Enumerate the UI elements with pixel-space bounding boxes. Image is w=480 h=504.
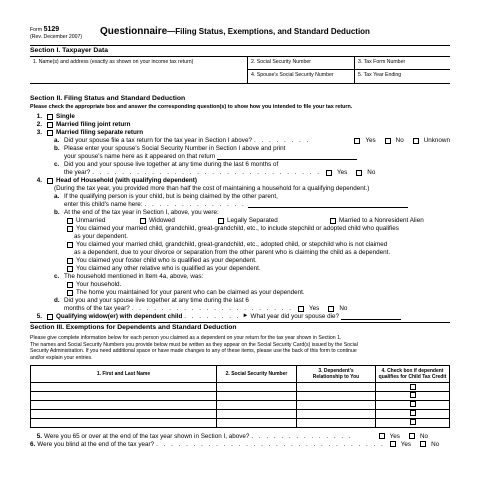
- s3q6-yes-checkbox[interactable]: [390, 441, 396, 447]
- claim-option-2: You claimed your married child, grandchild, great-grandchild, etc., adopted child, or stepchild who is not claimed: [30, 241, 450, 249]
- spouse-ssn-label: 4. Spouse's Social Security Number: [251, 72, 334, 79]
- form-label: Form: [30, 27, 43, 33]
- tax-form-number-field[interactable]: [354, 57, 450, 70]
- question-3c-line2: the year? . . . . . . . . . . . . . . . . . . . . . . . . . . . . . . . Yes No: [64, 168, 376, 176]
- spouse-name-input[interactable]: [217, 154, 357, 160]
- claim1-checkbox[interactable]: [67, 226, 73, 232]
- question-4c: c. The household mentioned in Item 4a, above, was:: [54, 272, 204, 280]
- form-title-main: Questionnaire: [100, 26, 168, 37]
- nonresident-alien-checkbox[interactable]: [330, 218, 336, 224]
- hoh-checkbox[interactable]: [47, 178, 53, 184]
- widow-checkbox[interactable]: [47, 314, 53, 320]
- question-3b-line2: your spouse's name here as it appeared on that return: [30, 153, 450, 161]
- s3q5-yes-checkbox[interactable]: [379, 433, 385, 439]
- household2-checkbox[interactable]: [67, 290, 73, 296]
- claim2-checkbox[interactable]: [67, 242, 73, 248]
- spouse-death-year-input[interactable]: [341, 314, 401, 320]
- household-option-1: Your household.: [30, 281, 450, 289]
- q3a-unknown-checkbox[interactable]: [413, 138, 419, 144]
- q4d-no-checkbox[interactable]: [328, 306, 334, 312]
- marital-options: Unmarried Widowed Legally Separated Married to a Nonresident Alien: [30, 217, 450, 225]
- form-revision: (Rev. December 2007): [30, 34, 83, 41]
- legally-separated-checkbox[interactable]: [218, 218, 224, 224]
- section3-title: Section III. Exemptions for Dependents and Standard Deduction: [30, 322, 450, 332]
- question-3b: b. Please enter your spouse's Social Security Number in Section I above and print: [54, 144, 286, 152]
- leader-dots: . . . . . . . .: [253, 136, 311, 144]
- table-row: [31, 418, 450, 427]
- arrow-right-icon: ►: [242, 312, 249, 319]
- single-checkbox[interactable]: [47, 114, 53, 120]
- col-name-header: 1. First and Last Name: [31, 366, 217, 383]
- claim-option-2-line2: as a dependent, due to your divorce or separation from the other parent who is claiming the child as a dependent.: [74, 248, 391, 256]
- credit-checkbox[interactable]: [410, 384, 416, 390]
- filing-status-separate: 3. Married filing separate return: [36, 128, 144, 136]
- form-header: [30, 24, 450, 46]
- joint-checkbox[interactable]: [47, 122, 53, 128]
- child-name-input[interactable]: [248, 202, 408, 208]
- form-title: [92, 24, 450, 45]
- col-relationship-header: 3. Dependent's Relationship to You: [297, 366, 376, 383]
- question-4d-line2: months of the tax year? . . . . . . . . . . . . . . . . . . . . . . Yes No: [64, 304, 348, 312]
- household-option-2: The home you maintained for your parent who can be claimed as your dependent.: [30, 289, 450, 297]
- table-row: [31, 392, 450, 401]
- question-4a-line2: enter this child's name here: . . . . . . . . . . . . . .: [30, 201, 450, 209]
- credit-checkbox[interactable]: [410, 410, 416, 416]
- tax-year-ending-label: 5. Tax Year Ending: [358, 72, 402, 79]
- filing-status-single: 1. Single: [36, 112, 75, 120]
- form-title-sub: —Filing Status, Exemptions, and Standard Deduction: [167, 27, 370, 36]
- table-row: [31, 409, 450, 418]
- question-4d: d. Did you and your spouse live together at any time during the last 6: [54, 296, 249, 304]
- section3-instructions: Please give complete information below for each person you claimed as a dependent on your return for the tax year shown in Section 1. The names and Social Security Numbers you provide below must be written as they appear on the Social Security Card(s) issued by the Social Security Administration. If you need additional space or have made changes to any of these items, please use the back of this form to continue and/or explain your entries.: [30, 335, 358, 361]
- q3c-yes-checkbox[interactable]: [326, 170, 332, 176]
- form-id-block: [30, 24, 92, 45]
- ssn-label: 2. Social Security Number: [251, 59, 311, 66]
- section2-title: Section II. Filing Status and Standard Deduction: [30, 95, 186, 103]
- unmarried-checkbox[interactable]: [67, 218, 73, 224]
- claim4-checkbox[interactable]: [67, 266, 73, 272]
- question-4b: b. At the end of the tax year in Section I, above, you were:: [54, 208, 219, 216]
- dependents-table: [30, 365, 450, 427]
- q3a-yes-checkbox[interactable]: [354, 138, 360, 144]
- filing-status-widow: 5. Qualifying widow(er) with dependent child . . . . . . . . ► What year did your spouse die?: [30, 313, 450, 321]
- col-credit-header: 4. Check box if dependent qualifies for Child Tax Credit: [376, 366, 450, 383]
- ssn-field[interactable]: [247, 57, 354, 70]
- credit-checkbox[interactable]: [410, 392, 416, 398]
- q4d-yes-checkbox[interactable]: [298, 306, 304, 312]
- credit-checkbox[interactable]: [410, 419, 416, 425]
- question-3a: a. Did your spouse file a tax return for the tax year in Section I above? . . . . . . . . Yes No Unknown: [54, 136, 450, 144]
- tax-year-ending-field[interactable]: [354, 70, 450, 83]
- claim-option-1-line2: as your dependent.: [74, 232, 128, 240]
- widowed-checkbox[interactable]: [140, 218, 146, 224]
- q3c-no-checkbox[interactable]: [356, 170, 362, 176]
- section2-instruction: Please check the appropriate box and answer the corresponding question(s) to show how you intended to file your tax return.: [30, 103, 353, 110]
- claim-option-3: You claimed your foster child who is qualified as your dependent.: [30, 257, 450, 265]
- claim3-checkbox[interactable]: [67, 258, 73, 264]
- q3a-no-checkbox[interactable]: [385, 138, 391, 144]
- section1-title: Section I. Taxpayer Data: [30, 46, 450, 57]
- claim-option-1: You claimed your married child, grandchild, great-grandchild, etc., to include stepchild or adopted child who qualifies: [30, 225, 450, 233]
- tax-form-number-label: 3. Tax Form Number: [358, 59, 406, 66]
- table-header-row: [31, 366, 450, 383]
- separate-checkbox[interactable]: [47, 130, 53, 136]
- claim-option-4: You claimed any other relative who is qualified as your dependent.: [30, 265, 450, 273]
- table-row: [31, 383, 450, 392]
- form-number: 5129: [43, 26, 60, 33]
- question-3c: c. Did you and your spouse live together at any time during the last 6 months of: [54, 160, 279, 168]
- spouse-ssn-field[interactable]: [247, 70, 354, 83]
- filing-status-head-of-household: 4. Head of Household (with qualifying dependent): [36, 176, 197, 184]
- household1-checkbox[interactable]: [67, 282, 73, 288]
- question-s3-5: 5. Were you 65 or over at the end of the tax year shown in Section I, above? . . . . . . . . . . . . . . Yes No: [36, 432, 428, 440]
- credit-checkbox[interactable]: [410, 401, 416, 407]
- name-address-label: 1. Name(s) and address (exactly as shown on your income tax return): [33, 59, 194, 66]
- name-address-field[interactable]: [30, 57, 247, 83]
- s3q6-no-checkbox[interactable]: [420, 441, 426, 447]
- table-row: [31, 400, 450, 409]
- filing-status-joint: 2. Married filing joint return: [36, 120, 131, 128]
- question-s3-6: 6. Were you blind at the end of the tax year? . . . . . . . . . . . . . . . . . . . . . . . . . . . . . . . Yes No: [30, 440, 440, 448]
- col-ssn-header: 2. Social Security Number: [217, 366, 297, 383]
- q4-intro: (During the tax year, you provided more than half the cost of maintaining a household for a qualifying dependent.): [54, 184, 370, 192]
- s3q5-no-checkbox[interactable]: [409, 433, 415, 439]
- taxpayer-data-grid: [30, 57, 450, 84]
- question-4a: a. If the qualifying person is your child, but is being claimed by the other parent,: [54, 192, 278, 200]
- form-page: [0, 24, 480, 504]
